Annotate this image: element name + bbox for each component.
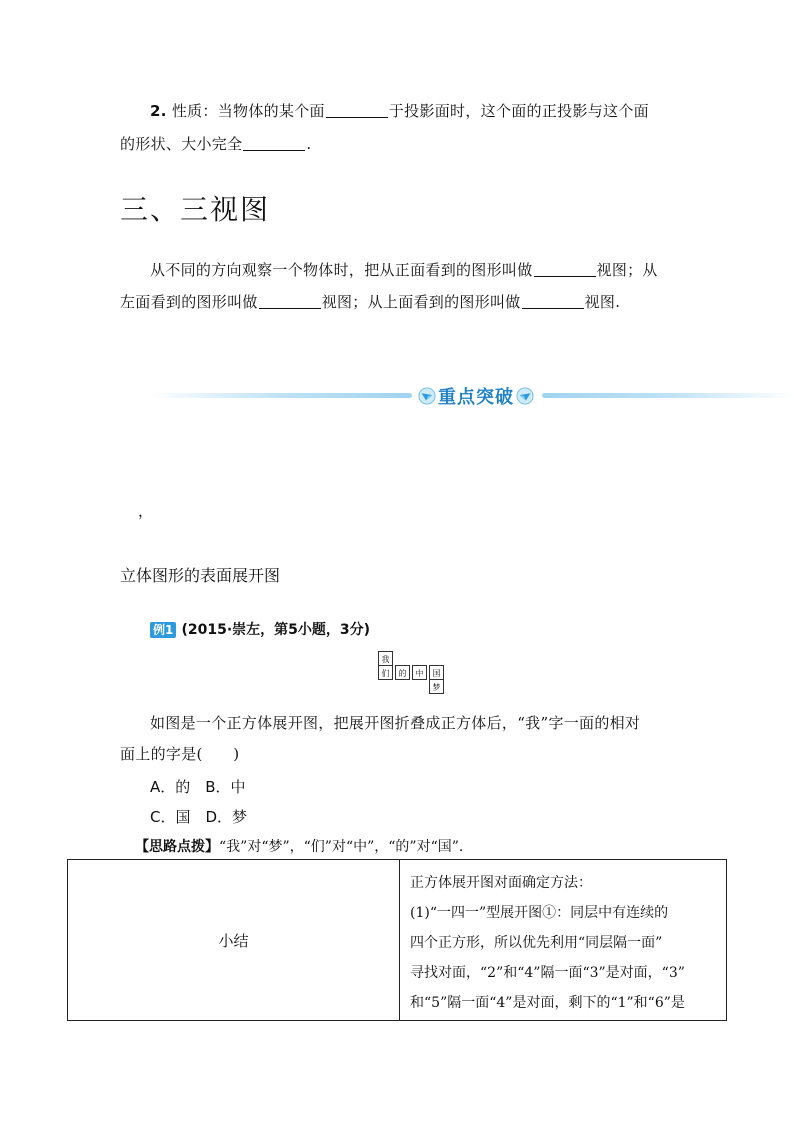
summary-line: 四个正方形，所以优先利用“同层隔一面” [410,935,663,951]
option-row-2: C．国 D．梦 [150,808,248,826]
section-heading: 三、三视图 [120,193,271,226]
property-text-2: 于投影面时，这个面的正投影与这个面 [388,102,649,120]
property-text-3: 的形状、大小完全 [120,135,243,153]
views-blank-top[interactable] [522,292,584,309]
summary-line: 正方体展开图对面确定方法： [410,875,592,891]
net-cell-4: 国 [429,665,444,680]
summary-content [400,860,727,1021]
example-header [150,619,370,639]
net-cell-3: 中 [412,665,427,680]
net-cell-bottom: 梦 [429,679,444,694]
hint-label: 【思路点拨】 [135,839,219,855]
net-cell-top: 我 [378,651,393,666]
property-blank-1[interactable] [326,101,388,118]
summary-row [68,860,727,1021]
summary-label: 小结 [68,860,400,1021]
banner-line-right [542,393,794,398]
stray-comma: ， [138,502,154,520]
summary-line: 寻找对面，“2”和“4”隔一面“3”是对面，“3” [410,965,685,981]
hint [135,836,463,856]
views-line-1 [150,255,658,286]
property-line-2 [120,129,311,160]
banner-line-left [150,393,412,398]
views-text-2: 视图；从 [596,261,658,279]
banner [410,382,542,410]
example-badge: 例1 [150,622,176,638]
views-line-2 [120,287,620,318]
views-text-4: 视图；从上面看到的图形叫做 [321,293,521,311]
property-line-1 [150,96,649,127]
net-cell-2: 的 [395,665,410,680]
banner-title: 重点突破 [438,387,514,408]
paper-plane-icon [418,387,436,405]
hint-text: “我”对“梦”，“们”对“中”，“的”对“国”. [219,839,464,855]
option-row-1: A．的 B．中 [150,778,246,796]
views-text-3: 左面看到的图形叫做 [120,293,258,311]
property-blank-2[interactable] [243,134,305,151]
views-text-1: 从不同的方向观察一个物体时，把从正面看到的图形叫做 [150,261,533,279]
views-blank-front[interactable] [534,260,596,277]
property-label: 性质： [171,102,218,120]
property-text-1: 当物体的某个面 [217,102,325,120]
summary-table [67,859,727,1021]
example-source: (2015·崇左，第5小题，3分) [181,622,371,638]
property-number: 2. [150,102,167,120]
topic-title: 立体图形的表面展开图 [120,566,281,585]
summary-line: 和“5”隔一面“4”是对面，剩下的“1”和“6”是 [410,995,685,1011]
question-line-2: 面上的字是( ) [120,745,240,763]
net-cell-1: 们 [378,665,393,680]
question-line-1: 如图是一个正方体展开图，把展开图折叠成正方体后，“我”字一面的相对 [150,714,641,732]
property-end: . [306,135,312,153]
paper-plane-icon [516,387,534,405]
summary-line: (1)“一四一”型展开图①：同层中有连续的 [410,905,669,921]
views-blank-left[interactable] [259,292,321,309]
views-text-5: 视图. [584,293,621,311]
